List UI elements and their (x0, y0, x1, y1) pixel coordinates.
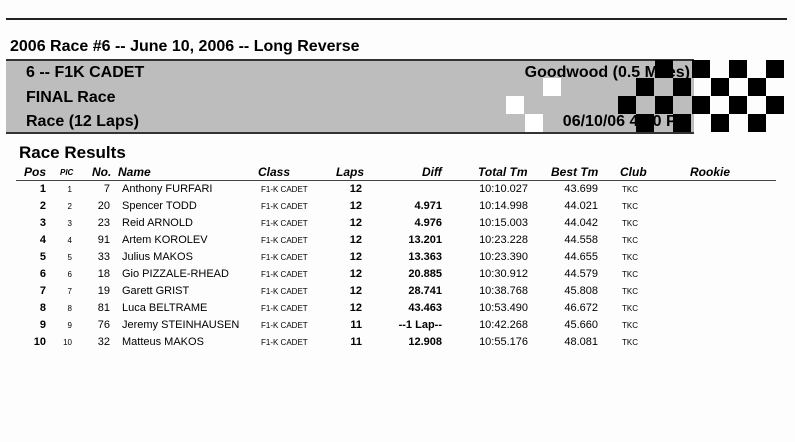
pos-cell: 4 (39, 234, 46, 246)
pic-cell: 2 (67, 202, 72, 211)
col-header-best: Best Tm (551, 165, 599, 179)
driver-name-cell: Artem KOROLEV (122, 234, 208, 246)
table-row (0, 183, 795, 200)
best-time-cell: 44.042 (564, 217, 598, 229)
laps-cell: 12 (349, 183, 362, 195)
pos-cell: 1 (39, 183, 46, 195)
table-row (0, 200, 795, 217)
flag-square (655, 96, 673, 114)
col-header-laps: Laps (336, 165, 365, 179)
pos-cell: 3 (39, 217, 46, 229)
diff-cell: 20.885 (408, 268, 442, 280)
total-time-cell: 10:42.268 (479, 319, 528, 331)
kart-number-cell: 20 (97, 200, 110, 212)
diff-cell: 13.201 (408, 234, 442, 246)
diff-cell: 28.741 (408, 285, 442, 297)
pos-cell: 7 (39, 285, 46, 297)
club-cell: TKC (622, 236, 638, 245)
col-header-club: Club (620, 165, 647, 179)
club-cell: TKC (622, 270, 638, 279)
kart-number-cell: 76 (97, 319, 110, 331)
results-title: Race Results (19, 143, 126, 162)
driver-name-cell: Gio PIZZALE-RHEAD (122, 268, 229, 280)
flag-square (711, 114, 729, 132)
best-time-cell: 44.655 (564, 251, 598, 263)
diff-cell: --1 Lap-- (398, 319, 442, 331)
total-time-cell: 10:10.027 (479, 183, 528, 195)
best-time-cell: 43.699 (564, 183, 598, 195)
laps-cell: 11 (350, 336, 362, 348)
flag-square (748, 78, 766, 96)
pic-cell: 3 (67, 219, 72, 228)
diff-cell: 4.976 (414, 217, 442, 229)
class-cell: F1-K CADET (261, 304, 308, 313)
banner-bottom-rule (6, 132, 694, 134)
flag-square (692, 96, 710, 114)
class-cell: F1-K CADET (261, 185, 308, 194)
class-cell: F1-K CADET (261, 253, 308, 262)
laps-cell: 12 (349, 234, 362, 246)
kart-number-cell: 18 (97, 268, 110, 280)
pos-cell: 8 (39, 302, 46, 314)
club-cell: TKC (622, 287, 638, 296)
driver-name-cell: Spencer TODD (122, 200, 197, 212)
driver-name-cell: Jeremy STEINHAUSEN (122, 319, 240, 331)
track-name: Goodwood (0.5 Miles) (524, 64, 690, 81)
total-time-cell: 10:55.176 (479, 336, 528, 348)
kart-number-cell: 23 (97, 217, 110, 229)
best-time-cell: 45.660 (564, 319, 598, 331)
pic-cell: 10 (63, 338, 72, 347)
race-laps: Race (12 Laps) (26, 113, 139, 130)
class-cell: F1-K CADET (261, 338, 308, 347)
table-row (0, 302, 795, 319)
pos-cell: 5 (39, 251, 46, 263)
kart-number-cell: 81 (97, 302, 110, 314)
driver-name-cell: Anthony FURFARI (122, 183, 213, 195)
total-time-cell: 10:30.912 (479, 268, 528, 280)
pic-cell: 1 (67, 185, 72, 194)
total-time-cell: 10:15.003 (479, 217, 528, 229)
kart-number-cell: 33 (97, 251, 110, 263)
total-time-cell: 10:38.768 (479, 285, 528, 297)
laps-cell: 12 (349, 251, 362, 263)
class-cell: F1-K CADET (261, 202, 308, 211)
best-time-cell: 48.081 (564, 336, 598, 348)
flag-square (506, 96, 524, 114)
col-header-pic: PIC (60, 168, 74, 177)
flag-square (766, 60, 784, 78)
driver-name-cell: Julius MAKOS (122, 251, 193, 263)
pic-cell: 4 (67, 236, 72, 245)
flag-square (711, 78, 729, 96)
pic-cell: 7 (67, 287, 72, 296)
flag-square (729, 96, 747, 114)
pic-cell: 6 (67, 270, 72, 279)
driver-name-cell: Reid ARNOLD (122, 217, 193, 229)
club-cell: TKC (622, 202, 638, 211)
col-header-name: Name (118, 165, 151, 179)
total-time-cell: 10:53.490 (479, 302, 528, 314)
col-header-total: Total Tm (478, 165, 528, 179)
table-row (0, 217, 795, 234)
club-cell: TKC (622, 185, 638, 194)
diff-cell: 13.363 (408, 251, 442, 263)
table-row (0, 268, 795, 285)
total-time-cell: 10:14.998 (479, 200, 528, 212)
header-rule (16, 180, 776, 181)
flag-square (525, 114, 543, 132)
pic-cell: 9 (67, 321, 72, 330)
col-header-pos: Pos (24, 165, 47, 179)
top-rule (6, 18, 787, 20)
best-time-cell: 44.579 (564, 268, 598, 280)
class-line: 6 -- F1K CADET (26, 64, 145, 81)
club-cell: TKC (622, 338, 638, 347)
race-title: 2006 Race #6 -- June 10, 2006 -- Long Reverse (10, 38, 360, 55)
best-time-cell: 44.558 (564, 234, 598, 246)
total-time-cell: 10:23.390 (479, 251, 528, 263)
table-row (0, 251, 795, 268)
club-cell: TKC (622, 321, 638, 330)
best-time-cell: 44.021 (564, 200, 598, 212)
total-time-cell: 10:23.228 (479, 234, 528, 246)
col-header-diff: Diff (422, 165, 442, 179)
best-time-cell: 46.672 (564, 302, 598, 314)
laps-cell: 12 (349, 217, 362, 229)
club-cell: TKC (622, 219, 638, 228)
laps-cell: 12 (349, 302, 362, 314)
pic-cell: 8 (67, 304, 72, 313)
class-cell: F1-K CADET (261, 236, 308, 245)
best-time-cell: 45.808 (564, 285, 598, 297)
pic-cell: 5 (67, 253, 72, 262)
laps-cell: 12 (349, 200, 362, 212)
col-header-class: Class (258, 165, 291, 179)
laps-cell: 12 (349, 285, 362, 297)
club-cell: TKC (622, 304, 638, 313)
table-row (0, 285, 795, 302)
driver-name-cell: Garett GRIST (122, 285, 190, 297)
driver-name-cell: Luca BELTRAME (122, 302, 208, 314)
flag-square (618, 96, 636, 114)
pos-cell: 9 (39, 319, 46, 331)
laps-cell: 12 (349, 268, 362, 280)
class-cell: F1-K CADET (261, 321, 308, 330)
laps-cell: 11 (350, 319, 362, 331)
kart-number-cell: 7 (103, 183, 110, 195)
pos-cell: 6 (39, 268, 46, 280)
table-row (0, 319, 795, 336)
race-type: FINAL Race (26, 89, 116, 106)
pos-cell: 2 (39, 200, 46, 212)
flag-square (692, 60, 710, 78)
table-row (0, 336, 795, 353)
club-cell: TKC (622, 253, 638, 262)
flag-square (766, 96, 784, 114)
flag-square (748, 114, 766, 132)
class-cell: F1-K CADET (261, 287, 308, 296)
kart-number-cell: 19 (97, 285, 110, 297)
diff-cell: 4.971 (414, 200, 442, 212)
kart-number-cell: 32 (97, 336, 110, 348)
kart-number-cell: 91 (97, 234, 110, 246)
flag-square (729, 60, 747, 78)
class-cell: F1-K CADET (261, 219, 308, 228)
table-row (0, 234, 795, 251)
col-header-rookie: Rookie (690, 165, 731, 179)
race-date-time: 06/10/06 4:30 PM (562, 113, 690, 130)
col-header-no: No. (92, 165, 112, 179)
class-cell: F1-K CADET (261, 270, 308, 279)
driver-name-cell: Matteus MAKOS (122, 336, 204, 348)
pos-cell: 10 (33, 336, 46, 348)
diff-cell: 12.908 (408, 336, 442, 348)
diff-cell: 43.463 (408, 302, 442, 314)
